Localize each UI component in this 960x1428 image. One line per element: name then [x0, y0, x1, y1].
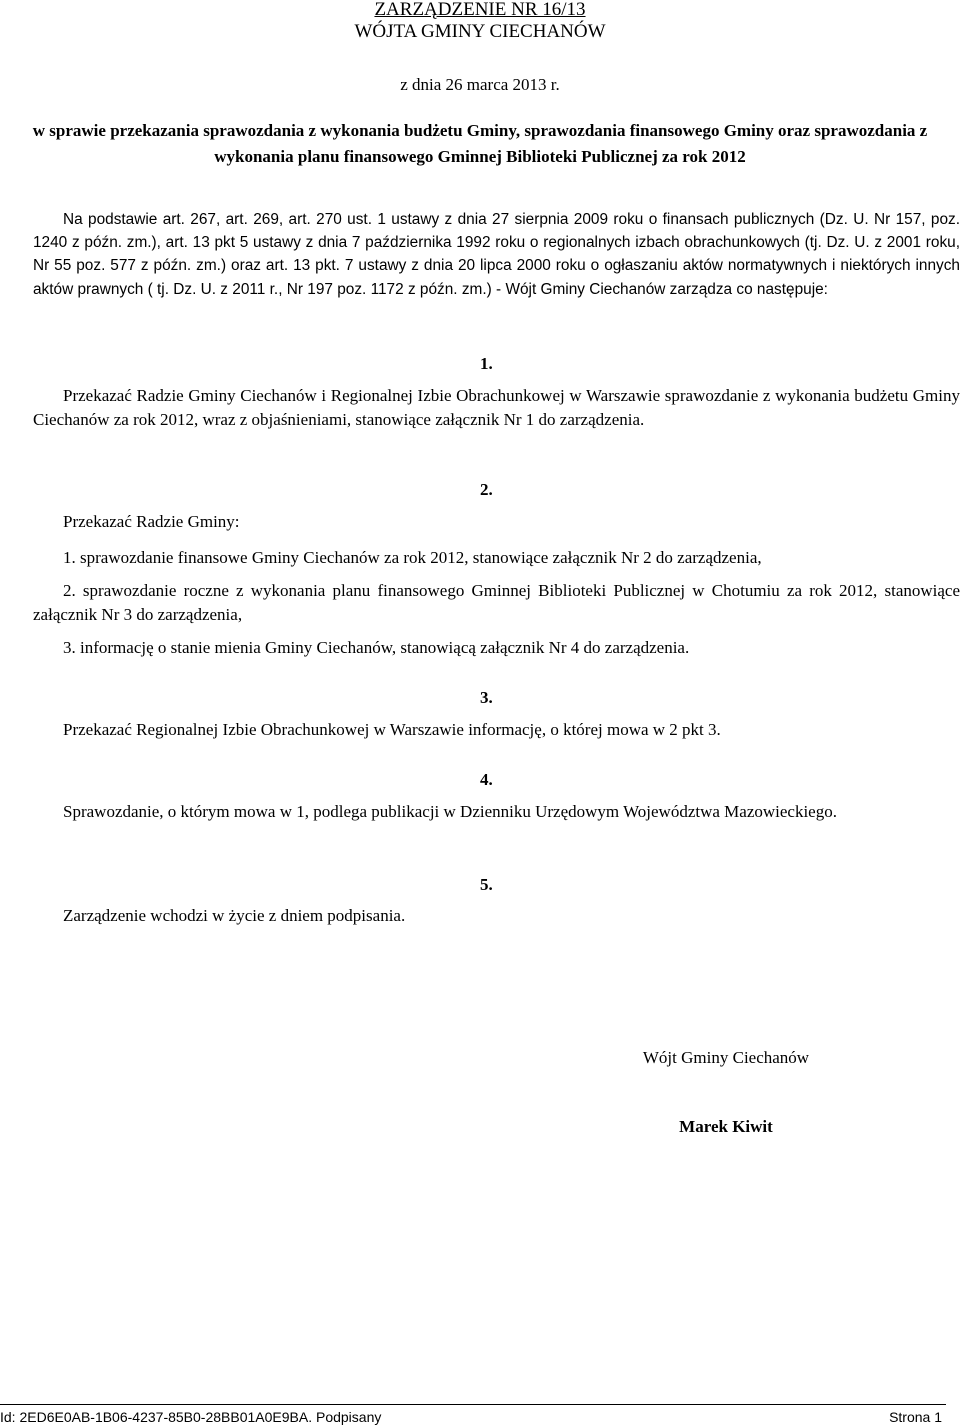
- document-date: z dnia 26 marca 2013 r.: [400, 75, 560, 94]
- section-3-mark: 3.: [480, 688, 493, 707]
- document-issuer: WÓJTA GMINY CIECHANÓW: [354, 21, 606, 42]
- section-5-text: Zarządzenie wchodzi w życie z dniem podpisania.: [63, 906, 406, 925]
- footer-divider: [0, 1404, 946, 1405]
- section-1-text: Przekazać Radzie Gminy Ciechanów i Regionalnej Izbie Obrachunkowej w Warszawie sprawozdanie z wykonania budżetu Gminy Ciechanów za rok 2012, wraz z objaśnieniami, stanowiące załącznik Nr 1 do zarządzenia.: [33, 386, 960, 429]
- preamble: Na podstawie art. 267, art. 269, art. 270 ust. 1 ustawy z dnia 27 sierpnia 2009 roku o finansach publicznych (Dz. U. Nr 157, poz. 1240 z późn. zm.), art. 13 pkt 5 ustawy z dnia 7 października 1992 roku o regionalnych izbach obrachunkowych (tj. Dz. U. z 2001 roku, Nr 55 poz. 577 z późn. zm.) oraz art. 13 pkt. 7 ustawy z dnia 20 lipca 2000 roku o ogłaszaniu aktów normatywnych i niektórych innych aktów prawnych ( tj. Dz. U. z 2011 r., Nr 197 poz. 1172 z późn. zm.) - Wójt Gminy Ciechanów zarządza co następuje:: [33, 211, 960, 298]
- section-2-mark: 2.: [480, 480, 493, 499]
- document-subject: w sprawie przekazania sprawozdania z wykonania budżetu Gminy, sprawozdania finansowego Gminy oraz sprawozdania z wykonania planu finansowego Gminnej Biblioteki Publicznej za rok 2012: [32, 121, 928, 166]
- footer-document-id: Id: 2ED6E0AB-1B06-4237-85B0-28BB01A0E9BA. Podpisany: [0, 1409, 382, 1425]
- section-2-text: Przekazać Radzie Gminy:: [63, 512, 240, 531]
- section-1-mark: 1.: [480, 354, 493, 373]
- section-4-text: Sprawozdanie, o którym mowa w 1, podlega publikacji w Dzienniku Urzędowym Województwa Mazowieckiego.: [63, 802, 837, 821]
- title-line-1: ZARZĄDZENIE NR 16/13: [374, 0, 586, 20]
- section-2-item-1: 1. sprawozdanie finansowe Gminy Ciechanów za rok 2012, stanowiące załącznik Nr 2 do zarządzenia,: [63, 548, 762, 567]
- section-3-text: Przekazać Regionalnej Izbie Obrachunkowej w Warszawie informację, o której mowa w 2 pkt 3.: [63, 720, 721, 739]
- signature-name: Marek Kiwit: [679, 1117, 773, 1136]
- section-2-item-2: 2. sprawozdanie roczne z wykonania planu finansowego Gminnej Biblioteki Publicznej w Chotumiu za rok 2012, stanowiące załącznik Nr 3 do zarządzenia,: [33, 581, 960, 624]
- section-5-mark: 5.: [480, 875, 493, 894]
- document-title: [0, 0, 960, 22]
- signature-office: Wójt Gminy Ciechanów: [642, 1048, 810, 1067]
- footer-page-number: Strona 1: [889, 1409, 942, 1425]
- section-2-item-3: 3. informację o stanie mienia Gminy Ciechanów, stanowiącą załącznik Nr 4 do zarządzenia.: [63, 638, 690, 657]
- section-4-mark: 4.: [480, 770, 493, 789]
